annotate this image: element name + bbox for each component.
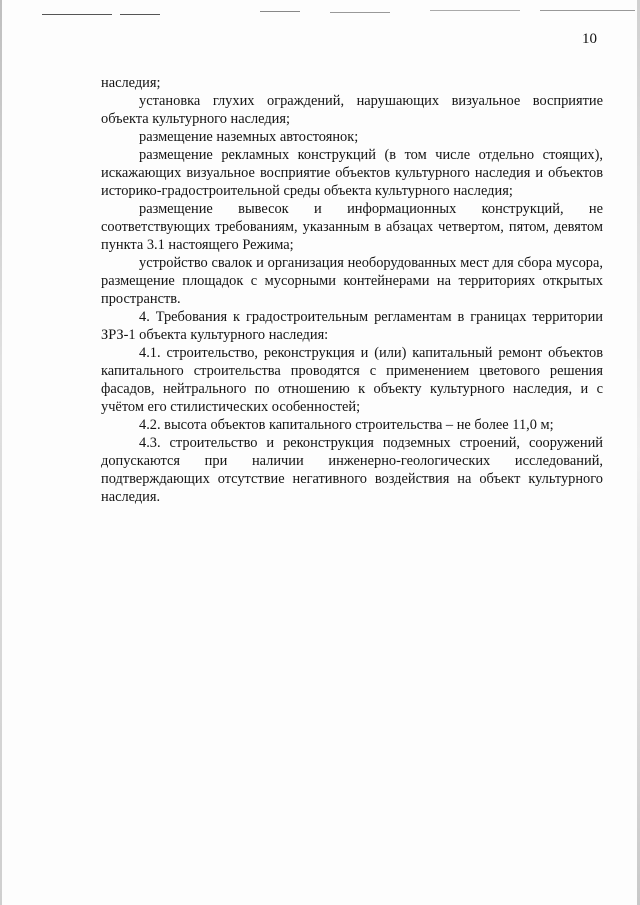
page-number: 10 bbox=[582, 31, 597, 47]
paragraph-4-1: 4.1. строительство, реконструкция и (или) капитальный ремонт объектов капитального строительства проводятся с применением цветового решения фасадов, нейтрального по отношению к объекту культурного наследия, и с учётом его стилистических особенностей; bbox=[101, 345, 603, 415]
document-body bbox=[101, 74, 603, 506]
paragraph-waste: устройство свалок и организация необорудованных мест для сбора мусора, размещение площадок с мусорными контейнерами на территориях открытых пространств. bbox=[101, 255, 603, 307]
paragraph-section-4: 4. Требования к градостроительным регламентам в границах территории ЗРЗ-1 объекта культурного наследия: bbox=[101, 309, 603, 343]
paragraph-signage: размещение вывесок и информационных конструкций, не соответствующих требованиям, указанным в абзацах четвертом, пятом, девятом пункта 3.1 настоящего Режима; bbox=[101, 201, 603, 253]
scan-top-marks bbox=[0, 10, 640, 18]
paragraph-4-2: 4.2. высота объектов капитального строительства – не более 11,0 м; bbox=[139, 417, 554, 433]
paragraph-fences: установка глухих ограждений, нарушающих визуальное восприятие объекта культурного наследия; bbox=[101, 93, 603, 127]
paragraph-continuation: наследия; bbox=[101, 75, 161, 91]
scan-edge-left bbox=[0, 0, 2, 905]
paragraph-advertising: размещение рекламных конструкций (в том числе отдельно стоящих), искажающих визуальное восприятие объектов культурного наследия и объектов историко-градостроительной среды объекта культурного наследия; bbox=[101, 147, 603, 199]
paragraph-parking: размещение наземных автостоянок; bbox=[139, 129, 359, 145]
paragraph-4-3: 4.3. строительство и реконструкция подземных строений, сооружений допускаются при наличии инженерно-геологических исследований, подтверждающих отсутствие негативного воздействия на объект культурного наследия. bbox=[101, 435, 603, 505]
